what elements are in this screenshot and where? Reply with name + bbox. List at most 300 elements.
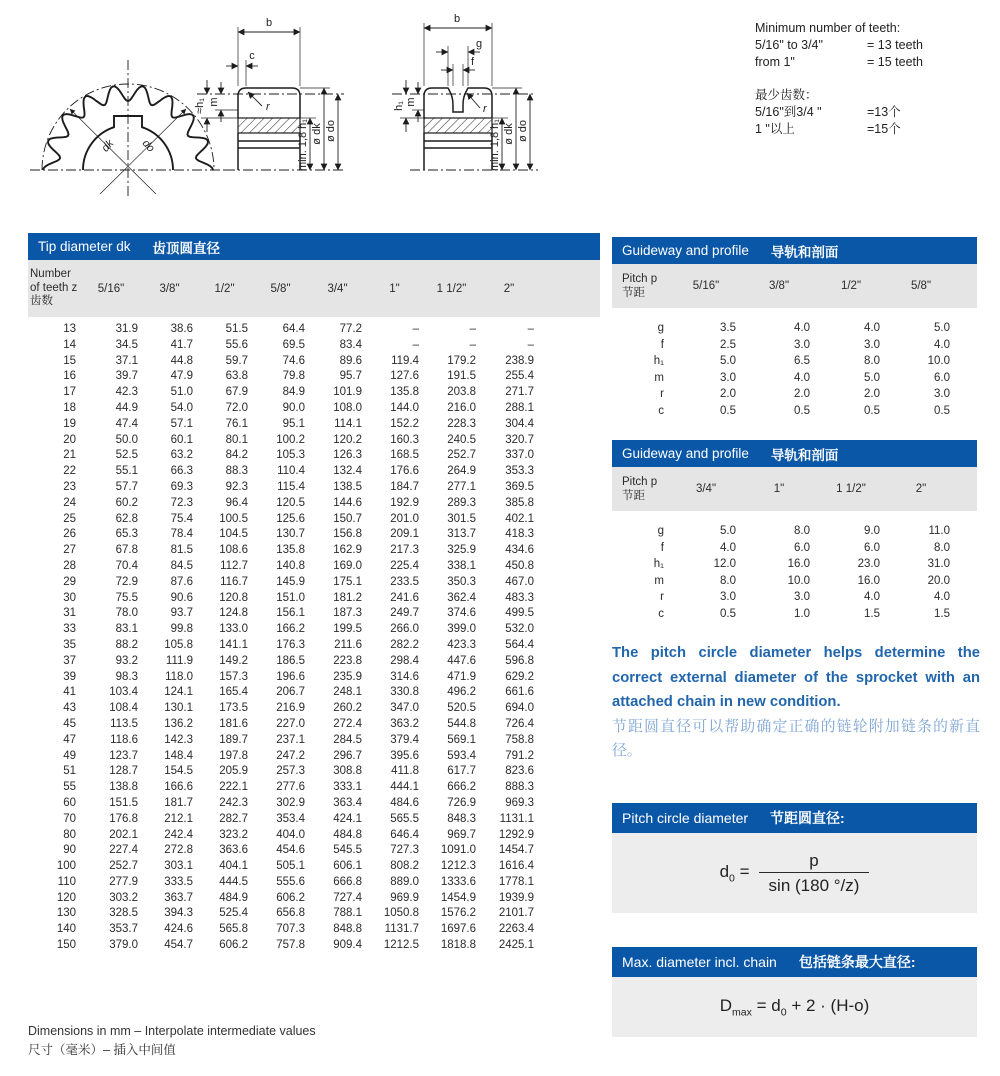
value-cell: 249.7 xyxy=(390,607,419,620)
table-row xyxy=(612,386,977,403)
min-teeth-title-zh: 最少齿数： xyxy=(755,88,818,102)
footnote-en: Dimensions in mm – Interpolate intermediate values xyxy=(28,1024,316,1038)
pad-cell xyxy=(956,386,977,403)
row-label-cell: 16 xyxy=(63,370,76,383)
value-cell: 8.0 xyxy=(720,574,736,587)
row-label-cell: 90 xyxy=(63,844,76,857)
value-cell: 3.0 xyxy=(794,591,810,603)
pad-cell xyxy=(538,591,600,607)
value-cell: 606.2 xyxy=(219,939,248,952)
value-cell: 100.5 xyxy=(219,512,248,525)
min-teeth-range: 1 "以上 xyxy=(755,122,795,136)
tip-diameter-title-en: Tip diameter dk xyxy=(38,239,131,254)
value-cell: 969.3 xyxy=(505,796,534,809)
row-label-cell: m xyxy=(654,371,664,384)
value-cell: 112.7 xyxy=(220,559,248,572)
table-row xyxy=(28,401,600,417)
value-cell: 1697.6 xyxy=(440,923,476,936)
dim-label-do: do xyxy=(139,137,157,155)
row-label-cell: h₁ xyxy=(653,558,664,570)
min-teeth-range: from 1" xyxy=(755,55,795,69)
pad-cell xyxy=(538,480,600,496)
value-cell: 385.8 xyxy=(505,496,534,509)
dim-label-b2: b xyxy=(453,13,461,25)
value-cell: 57.7 xyxy=(115,480,138,493)
value-cell: 727.4 xyxy=(333,891,362,904)
value-cell: 152.2 xyxy=(390,417,419,430)
value-cell: 888.3 xyxy=(505,781,534,794)
guideway-table-card-2 xyxy=(612,440,977,622)
value-cell: 272.8 xyxy=(164,844,193,857)
value-cell: 6.5 xyxy=(794,355,810,367)
table-row xyxy=(28,606,600,622)
table-row xyxy=(28,543,600,559)
pad-cell xyxy=(538,527,600,543)
value-cell: 88.2 xyxy=(115,638,138,651)
value-cell: 9.0 xyxy=(864,525,880,537)
value-cell: 222.1 xyxy=(219,781,248,794)
table-row xyxy=(28,591,600,607)
value-cell: 47.4 xyxy=(115,417,138,430)
value-cell: 41.7 xyxy=(170,338,193,351)
value-cell: 47.9 xyxy=(170,370,193,383)
value-cell: 0.5 xyxy=(794,404,810,417)
value-cell: 333.1 xyxy=(333,781,362,794)
dim-label-h1: h₁ xyxy=(393,101,405,111)
value-cell: 1576.2 xyxy=(440,907,476,920)
row-label-cell: g xyxy=(657,322,664,334)
table-row xyxy=(612,337,977,354)
row-label-cell: 130 xyxy=(56,907,76,920)
col-header-pitch: 5/8" xyxy=(252,260,309,317)
pad-cell xyxy=(538,622,600,638)
value-cell: 38.6 xyxy=(170,323,193,335)
value-cell: 296.7 xyxy=(333,749,362,762)
value-cell: 95.1 xyxy=(282,417,305,430)
value-cell: 0.5 xyxy=(720,607,736,620)
table-row xyxy=(28,638,600,654)
value-cell: 545.5 xyxy=(333,844,362,857)
pad-cell xyxy=(538,812,600,828)
value-cell: 0.5 xyxy=(864,404,880,417)
value-cell: 3.0 xyxy=(720,371,736,384)
column-header-row xyxy=(612,467,977,511)
min-teeth-row xyxy=(755,121,993,138)
tip-diameter-table-card xyxy=(28,233,600,954)
row-label-cell: 45 xyxy=(63,717,76,730)
col-header-pitch: 3/8" xyxy=(142,260,197,317)
pad-cell xyxy=(538,780,600,796)
value-cell: 103.4 xyxy=(109,686,138,699)
table-row xyxy=(28,780,600,796)
value-cell: 1091.0 xyxy=(440,844,476,857)
value-cell: 216.9 xyxy=(276,702,305,715)
value-cell: 369.5 xyxy=(505,480,534,493)
value-cell: 6.0 xyxy=(934,371,950,384)
value-cell: 237.1 xyxy=(276,733,305,746)
pad-cell xyxy=(538,938,600,954)
value-cell: 31.0 xyxy=(927,558,950,570)
row-label-cell: 100 xyxy=(56,860,76,873)
value-cell: 181.2 xyxy=(333,591,362,604)
value-cell: 154.5 xyxy=(164,765,193,778)
value-cell: 118.6 xyxy=(110,733,138,746)
row-label-cell: r xyxy=(660,591,664,603)
value-cell: 181.7 xyxy=(164,796,193,809)
value-cell: 55.1 xyxy=(115,465,138,478)
value-cell: 168.5 xyxy=(390,449,419,462)
dim-label-r2: r xyxy=(483,103,487,115)
row-label-cell: 31 xyxy=(63,607,76,620)
value-cell: 51.5 xyxy=(225,323,248,335)
value-cell: 227.4 xyxy=(109,844,138,857)
row-label-cell: 33 xyxy=(63,623,76,636)
value-cell: 65.3 xyxy=(115,528,138,541)
column-header-row xyxy=(612,264,977,308)
value-cell: 199.5 xyxy=(333,623,362,636)
value-cell: 84.9 xyxy=(282,386,305,399)
pad-cell xyxy=(538,685,600,701)
value-cell: 4.0 xyxy=(934,338,950,351)
value-cell: 69.3 xyxy=(170,480,193,493)
pad-cell xyxy=(538,496,600,512)
value-cell: 2425.1 xyxy=(498,939,534,952)
row-label-cell: h₁ xyxy=(653,355,664,367)
value-cell: 113.5 xyxy=(110,717,138,730)
pad-cell xyxy=(538,354,600,370)
value-cell: 165.4 xyxy=(219,686,248,699)
value-cell: 240.5 xyxy=(447,433,476,446)
table-row xyxy=(28,843,600,859)
col-header-pitch: 1 1/2" xyxy=(423,260,480,317)
value-cell: 211.6 xyxy=(334,638,362,651)
value-cell: 454.7 xyxy=(164,939,193,952)
value-cell: – xyxy=(469,338,476,351)
value-cell: 2.0 xyxy=(864,388,880,400)
dim-label-dk: dk xyxy=(99,137,117,155)
value-cell: 266.0 xyxy=(390,623,419,636)
pad-cell xyxy=(538,464,600,480)
value-cell: 179.2 xyxy=(447,354,476,367)
value-cell: 271.7 xyxy=(505,386,534,399)
value-cell: 1454.7 xyxy=(498,844,534,857)
col-header-pitch: 1/2" xyxy=(816,264,886,308)
value-cell: 123.7 xyxy=(109,749,138,762)
pad-cell xyxy=(538,749,600,765)
table-row xyxy=(612,573,977,590)
value-cell: 0.5 xyxy=(720,404,736,417)
col-header-line: 节距 xyxy=(622,490,645,502)
pcd-formula-fraction xyxy=(759,852,870,894)
row-label-cell: r xyxy=(660,388,664,400)
table-row xyxy=(28,559,600,575)
value-cell: 8.0 xyxy=(864,355,880,367)
value-cell: 252.7 xyxy=(109,860,138,873)
fraction-numerator: p xyxy=(809,851,819,870)
dmax-formula xyxy=(612,977,977,1037)
value-cell: 63.8 xyxy=(225,370,248,383)
value-cell: 661.6 xyxy=(505,686,534,699)
value-cell: 569.1 xyxy=(447,733,476,746)
value-cell: 726.4 xyxy=(505,717,534,730)
pcd-formula-lhs: $d_0$ = xyxy=(719,861,750,885)
value-cell: 186.5 xyxy=(276,654,305,667)
value-cell: 404.1 xyxy=(219,860,248,873)
value-cell: 76.1 xyxy=(225,417,248,430)
value-cell: 80.1 xyxy=(225,433,248,446)
row-label-cell: 49 xyxy=(63,749,76,762)
value-cell: 127.6 xyxy=(390,370,419,383)
value-cell: 67.8 xyxy=(115,544,138,557)
value-cell: 125.6 xyxy=(276,512,305,525)
value-cell: 144.0 xyxy=(390,401,419,414)
value-cell: 176.6 xyxy=(390,465,419,478)
pad-cell xyxy=(538,654,600,670)
value-cell: 424.1 xyxy=(333,812,362,825)
value-cell: 62.8 xyxy=(115,512,138,525)
value-cell: 242.3 xyxy=(219,796,248,809)
value-cell: 108.4 xyxy=(109,702,138,715)
value-cell: 1.0 xyxy=(794,607,810,620)
value-cell: 544.8 xyxy=(447,717,476,730)
value-cell: 209.1 xyxy=(390,528,419,541)
tip-diameter-title-zh: 齿顶圆直径 xyxy=(152,240,221,256)
table-row xyxy=(28,496,600,512)
sprocket-technical-drawings xyxy=(0,0,580,215)
pcd-title-zh: 节距圆直径: xyxy=(770,810,845,826)
value-cell: 130.1 xyxy=(164,702,193,715)
value-cell: 447.6 xyxy=(447,654,476,667)
value-cell: 42.3 xyxy=(115,386,138,399)
value-cell: 217.3 xyxy=(390,544,419,557)
value-cell: 105.8 xyxy=(164,638,193,651)
value-cell: 289.3 xyxy=(447,496,476,509)
dim-label-m2: m xyxy=(405,97,417,107)
value-cell: 791.2 xyxy=(505,749,534,762)
col-header-line: 节距 xyxy=(622,287,645,299)
table-row xyxy=(28,749,600,765)
table-row xyxy=(612,540,977,557)
value-cell: 105.3 xyxy=(276,449,305,462)
value-cell: 144.6 xyxy=(333,496,362,509)
table-row xyxy=(28,338,600,354)
row-label-cell: 23 xyxy=(63,480,76,493)
value-cell: 130.7 xyxy=(276,528,305,541)
col-header-pitch: 2" xyxy=(480,260,538,317)
col-header-pitch: 2" xyxy=(886,467,956,511)
value-cell: 156.1 xyxy=(276,607,305,620)
min-teeth-value: = 15 teeth xyxy=(867,55,923,69)
value-cell: 114.1 xyxy=(334,417,362,430)
value-cell: 4.0 xyxy=(864,322,880,334)
value-cell: 60.1 xyxy=(170,433,193,446)
table-row xyxy=(612,353,977,370)
footnote-zh: 尺寸（毫米）– 插入中间值 xyxy=(28,1043,176,1057)
value-cell: 116.7 xyxy=(220,575,248,588)
value-cell: 1212.5 xyxy=(383,939,419,952)
value-cell: 471.9 xyxy=(447,670,476,683)
value-cell: 176.8 xyxy=(109,812,138,825)
note-text-en: The pitch circle diameter helps determine the correct external diameter of the sprocket with an attached chain in new condition. xyxy=(612,645,980,711)
value-cell: 75.4 xyxy=(170,512,193,525)
value-cell: 444.5 xyxy=(219,875,248,888)
value-cell: 969.9 xyxy=(390,891,419,904)
value-cell: 241.6 xyxy=(390,591,419,604)
row-label-cell: 29 xyxy=(63,575,76,588)
min-teeth-title-en: Minimum number of teeth: xyxy=(755,21,901,35)
value-cell: 5.0 xyxy=(720,355,736,367)
value-cell: 223.8 xyxy=(333,654,362,667)
row-label-cell: 20 xyxy=(63,433,76,446)
value-cell: 2.0 xyxy=(720,388,736,400)
value-cell: 20.0 xyxy=(927,574,950,587)
value-cell: 1131.7 xyxy=(384,923,419,936)
value-cell: 90.6 xyxy=(170,591,193,604)
row-label-cell: 120 xyxy=(56,891,76,904)
dim-label-odo: ø do xyxy=(325,119,337,143)
value-cell: 555.6 xyxy=(276,875,305,888)
value-cell: 242.4 xyxy=(164,828,193,841)
pad-cell xyxy=(538,559,600,575)
guideway1-title-zh: 导轨和剖面 xyxy=(770,244,839,260)
value-cell: 301.5 xyxy=(447,512,476,525)
value-cell: 89.6 xyxy=(339,354,362,367)
value-cell: 77.2 xyxy=(339,323,362,335)
value-cell: 758.8 xyxy=(505,733,534,746)
min-teeth-value: =15个 xyxy=(867,122,901,136)
value-cell: 120.2 xyxy=(333,433,362,446)
value-cell: 823.6 xyxy=(505,765,534,778)
sprocket-section-grooved xyxy=(392,13,538,171)
value-cell: 10.0 xyxy=(927,355,950,367)
pad-cell xyxy=(538,317,600,338)
tip-diameter-header-bar xyxy=(28,233,600,260)
value-cell: 235.9 xyxy=(333,670,362,683)
dim-label-odk-2: ø dk xyxy=(503,123,515,145)
pad-cell xyxy=(538,764,600,780)
value-cell: 2263.4 xyxy=(498,923,534,936)
col-header-line: 齿数 xyxy=(30,295,53,308)
table-row xyxy=(28,654,600,670)
value-cell: 848.8 xyxy=(333,923,362,936)
value-cell: 2.5 xyxy=(720,338,736,351)
sprocket-section-plain xyxy=(194,17,346,171)
value-cell: 151.5 xyxy=(109,796,138,809)
value-cell: 308.8 xyxy=(333,765,362,778)
value-cell: 135.8 xyxy=(390,386,419,399)
value-cell: 363.6 xyxy=(219,844,248,857)
value-cell: 394.3 xyxy=(164,907,193,920)
value-cell: 484.8 xyxy=(333,828,362,841)
row-label-cell: 55 xyxy=(63,781,76,794)
table-row xyxy=(28,812,600,828)
value-cell: 4.0 xyxy=(720,541,736,554)
value-cell: 330.8 xyxy=(390,686,419,699)
value-cell: 255.4 xyxy=(505,370,534,383)
value-cell: 333.5 xyxy=(164,875,193,888)
value-cell: 54.0 xyxy=(170,401,193,414)
value-cell: 0.5 xyxy=(934,404,950,417)
value-cell: 323.2 xyxy=(219,828,248,841)
value-cell: 238.9 xyxy=(505,354,534,367)
value-cell: 726.9 xyxy=(447,796,476,809)
value-cell: 148.4 xyxy=(164,749,193,762)
dim-label-min18h1: min. 1,8 h₁ xyxy=(297,118,309,172)
value-cell: 2.0 xyxy=(794,388,810,400)
table-row xyxy=(28,448,600,464)
dmax-formula-text: $D_{max} = d_0 + 2 \cdot (H-o)$ xyxy=(719,995,870,1019)
value-cell: 532.0 xyxy=(505,623,534,636)
value-cell: 707.3 xyxy=(276,923,305,936)
pad-cell xyxy=(538,512,600,528)
pad-cell xyxy=(538,701,600,717)
row-label-cell: 35 xyxy=(63,638,76,651)
table-row xyxy=(28,527,600,543)
value-cell: 1.5 xyxy=(864,607,880,620)
col-header-line: Number xyxy=(30,268,71,281)
pad-cell xyxy=(956,337,977,354)
guideway2-title-zh: 导轨和剖面 xyxy=(770,447,839,463)
col-header-pitch: 1 1/2" xyxy=(816,467,886,511)
table-row xyxy=(28,685,600,701)
value-cell: 363.7 xyxy=(164,891,193,904)
value-cell: 5.0 xyxy=(864,371,880,384)
pad-cell xyxy=(956,403,977,420)
value-cell: 350.3 xyxy=(447,575,476,588)
value-cell: 44.8 xyxy=(170,354,193,367)
value-cell: 6.0 xyxy=(794,541,810,554)
value-cell: 72.0 xyxy=(225,401,248,414)
row-label-cell: 47 xyxy=(63,733,76,746)
table-row xyxy=(612,606,977,623)
table-row xyxy=(28,354,600,370)
table-row xyxy=(28,317,600,338)
pad-cell xyxy=(956,556,977,573)
table-row xyxy=(28,906,600,922)
value-cell: 212.1 xyxy=(164,812,193,825)
row-label-cell: c xyxy=(658,607,664,620)
pad-cell xyxy=(538,433,600,449)
value-cell: 467.0 xyxy=(505,575,534,588)
value-cell: 197.8 xyxy=(219,749,248,762)
value-cell: 423.3 xyxy=(447,638,476,651)
pad-cell xyxy=(538,875,600,891)
table-row xyxy=(28,859,600,875)
guideway-table-2 xyxy=(612,467,977,622)
value-cell: 282.7 xyxy=(219,812,248,825)
value-cell: 1050.8 xyxy=(383,907,419,920)
value-cell: 149.2 xyxy=(219,654,248,667)
value-cell: 138.5 xyxy=(333,480,362,493)
value-cell: 363.4 xyxy=(333,796,362,809)
table-row xyxy=(28,828,600,844)
value-cell: 74.6 xyxy=(282,354,305,367)
pad-cell xyxy=(538,417,600,433)
value-cell: 325.9 xyxy=(447,544,476,557)
value-cell: 411.8 xyxy=(391,765,419,778)
value-cell: 202.1 xyxy=(109,828,138,841)
value-cell: 1939.9 xyxy=(498,891,534,904)
value-cell: 848.3 xyxy=(447,812,476,825)
value-cell: 666.2 xyxy=(447,781,476,794)
value-cell: 141.1 xyxy=(219,638,248,651)
value-cell: 277.9 xyxy=(109,875,138,888)
table-row xyxy=(28,701,600,717)
value-cell: 282.2 xyxy=(390,638,419,651)
pcd-formula xyxy=(612,833,977,913)
value-cell: 483.3 xyxy=(505,591,534,604)
value-cell: 454.6 xyxy=(276,844,305,857)
